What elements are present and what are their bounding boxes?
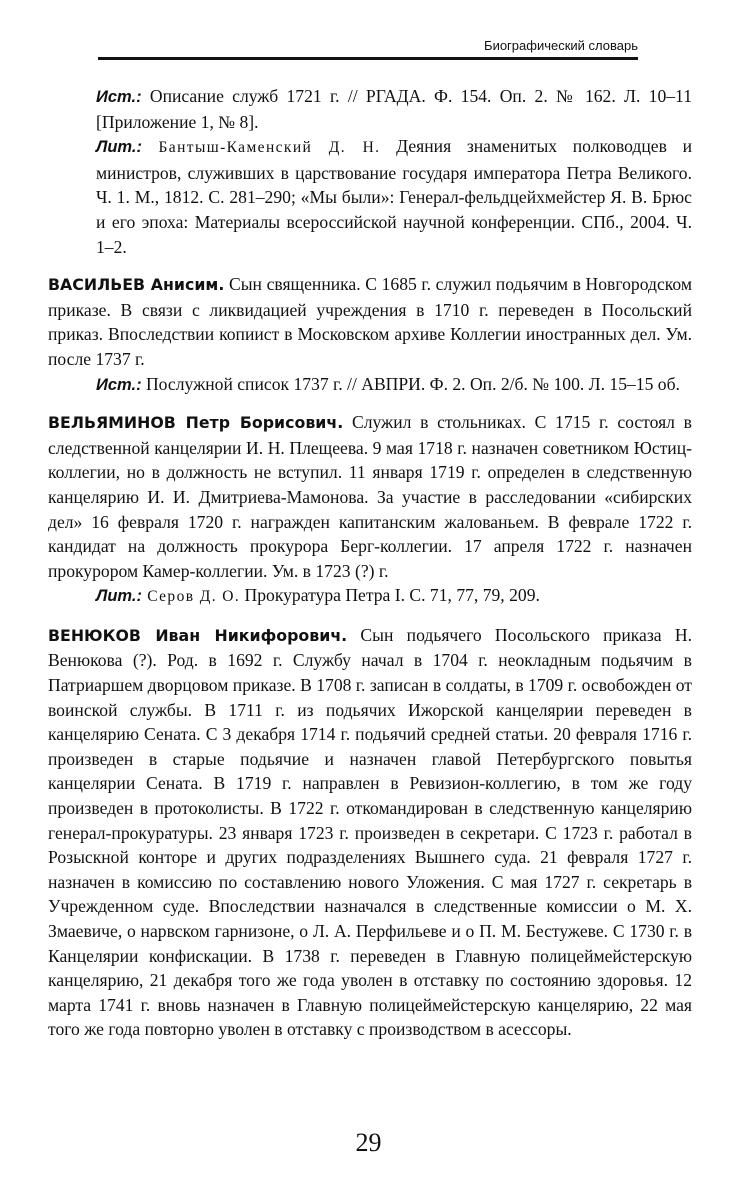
entry-continued	[48, 84, 692, 259]
literature-author: Серов Д. О.	[141, 588, 241, 606]
entry-paragraph	[48, 272, 692, 371]
literature-author: Бантыш-Каменский Д. Н.	[141, 139, 381, 157]
sources-text: Послужной список 1737 г. // АВПРИ. Ф. 2. Оп. 2/б. № 100. Л. 15–15 об.	[141, 373, 680, 394]
sources-label: Ист.:	[96, 88, 142, 106]
entry-text: Служил в стольниках. С 1715 г. состоял в следственной канцелярии И. Н. Плещеева. 9 мая 1718 г. назначен советником Юстиц-коллегии, но в должность не вступил. 11 января 1719 г. определен в следственную канцелярию И. И. Дмитриева-Мамонова. За участие в расследовании «сибирских дел» 16 февраля 1720 г. награжден капитанским жалованьем. В феврале 1722 г. кандидат на должность прокурора Берг-коллегии. 17 апреля 1722 г. назначен прокурором Камер-коллегии. Ум. в 1723 (?) г.	[48, 412, 692, 581]
entry-name: ВАСИЛЬЕВ Анисим.	[48, 275, 225, 295]
literature-paragraph	[48, 583, 692, 610]
literature-text: Деяния знаменитых полководцев и министров, служивших в царствование государя императора Петра Великого. Ч. 1. М., 1812. С. 281–290; «Мы были»: Генерал-фельдцейхмейстер Я. В. Брюс и его эпоха: Материалы всероссийской научной конференции. СПб., 2004. Ч. 1–2.	[96, 136, 692, 257]
entry-name: ВЕЛЬЯМИНОВ Петр Борисович.	[48, 413, 344, 433]
entry-text: Сын священника. С 1685 г. служил подьячим в Новгородском приказе. В связи с ликвидацией учреждения в 1710 г. переведен в Посольский приказ. Впоследствии копиист в Московском архиве Коллегии иностранных дел. Ум. после 1737 г.	[48, 274, 692, 369]
entry-name: ВЕНЮКОВ Иван Никифорович.	[48, 625, 348, 645]
sources-paragraph	[48, 372, 692, 398]
entry-paragraph	[48, 410, 692, 583]
literature-text: Прокуратура Петра I. С. 71, 77, 79, 209.	[240, 585, 540, 606]
page-number: 29	[355, 1128, 382, 1157]
sources-label: Ист.:	[96, 375, 142, 394]
sources-paragraph	[48, 84, 692, 134]
literature-label: Лит.:	[96, 138, 142, 157]
entry-vasiliev	[48, 272, 692, 397]
running-header: Биографический словарь	[484, 38, 638, 53]
page-body	[48, 84, 692, 1055]
entry-veniukov	[48, 623, 692, 1042]
sources-text: Описание служб 1721 г. // РГАДА. Ф. 154. Оп. 2. № 162. Л. 10–11 [Приложение 1, № 8].	[96, 86, 692, 132]
entry-veliaminov	[48, 410, 692, 610]
literature-paragraph	[48, 134, 692, 259]
header-rule	[98, 57, 638, 60]
entry-text: Сын подьячего Посольского приказа Н. Венюкова (?). Род. в 1692 г. Службу начал в 1704 г. неокладным подьячим в Патриаршем дворцовом приказе. В 1708 г. записан в солдаты, в 1709 г. освобожден от воинской службы. В 1711 г. из подьячих Ижорской канцелярии переведен в канцелярию Сената. С 3 декабря 1714 г. подьячий средней статьи. 20 февраля 1716 г. произведен в старые подьячие и назначен главой Петербургского повытья канцелярии Сената. В 1719 г. направлен в Ревизион-коллегию, в том же году произведен в протоколисты. В 1722 г. откомандирован в следственную канцелярию генерал-прокуратуры. 23 января 1723 г. произведен в секретари. С 1723 г. работал в Розыскной конторе и других подразделениях Вышнего суда. 21 февраля 1727 г. назначен в комиссию по составлению нового Уложения. С мая 1727 г. секретарь в Учрежденном суде. Впоследствии назначался в следственные комиссии о М. Х. Змаевиче, о нарвском гарнизоне, о Л. А. Перфильеве и о П. М. Бестужеве. С 1730 г. в Канцелярии конфискации. В 1738 г. переведен в Главную полицеймейстерскую канцелярию, 21 декабря того же года уволен в отставку по состоянию здоровья. 12 марта 1741 г. вновь назначен в Главную полицеймейстерскую канцелярию, 22 мая того же года повторно уволен в отставку с производством в асессоры.	[48, 624, 692, 1040]
entry-paragraph	[48, 623, 692, 1042]
literature-label: Лит.:	[96, 587, 142, 606]
